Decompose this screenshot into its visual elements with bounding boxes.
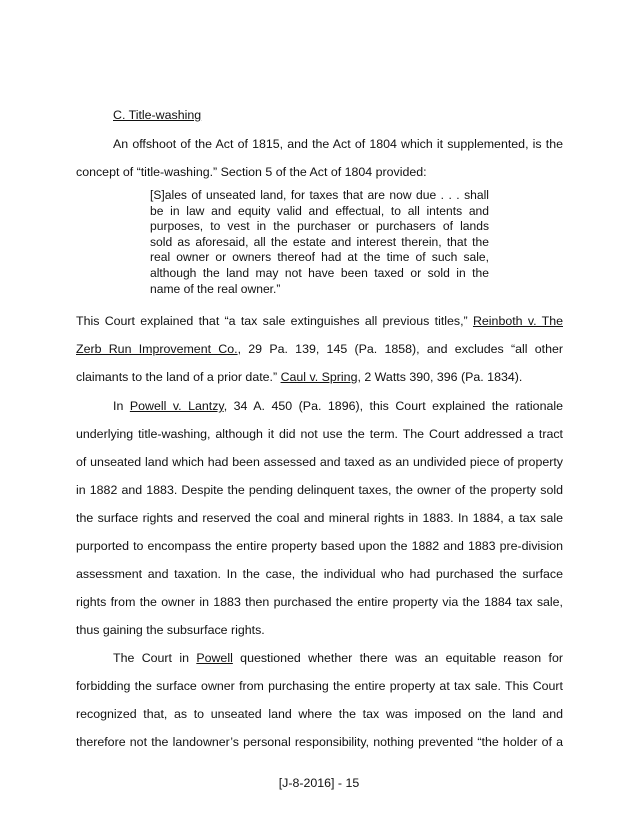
paragraph-3-line: thus gaining the subsurface rights. [76,623,265,637]
paragraph-4-line-1: The Court in Powell questioned whether there was an equitable reason for [113,651,563,665]
paragraph-3-line: of unseated land which had been assessed and taxed as an undivided piece of property [76,455,563,469]
paragraph-2-line-3: claimants to the land of a prior date.” Caul v. Spring, 2 Watts 390, 396 (Pa. 1834). [76,370,523,384]
case-citation: Powell [196,651,233,665]
quote-line: be in law and equity valid and effectual, to all intents and [150,203,489,218]
case-citation: Caul v. Spring [280,370,358,384]
paragraph-3-line-1: In Powell v. Lantzy, 34 A. 450 (Pa. 1896), this Court explained the rationale [113,399,563,413]
block-quote [150,188,489,297]
paragraph-1-line-1: An offshoot of the Act of 1815, and the Act of 1804 which it supplemented, is the [113,137,563,151]
paragraph-3-line: rights from the owner in 1883 then purchased the entire property via the 1884 tax sale, [76,595,563,609]
section-heading: C. Title-washing [113,108,202,122]
paragraph-4-line: forbidding the surface owner from purchasing the entire property at tax sale. This Court [76,679,563,693]
quote-line: sold as aforesaid, all the estate and interest therein, that the [150,234,489,249]
paragraph-3-line: assessment and taxation. In the case, the individual who had purchased the surface [76,567,563,581]
paragraph-3-line: underlying title-washing, although it did not use the term. The Court addressed a tract [76,427,563,441]
paragraph-4-line: recognized that, as to unseated land where the tax was imposed on the land and [76,707,563,721]
case-citation: Reinboth v. The [472,314,563,328]
paragraph-4-line: therefore not the landowner’s personal responsibility, nothing prevented “the holder of a [76,735,563,749]
quote-line: purposes, to vest in the purchaser or purchasers of lands [150,219,489,234]
paragraph-1-line-2: concept of “title-washing.” Section 5 of the Act of 1804 provided: [76,165,427,179]
paragraph-3-line: the surface rights and reserved the coal and mineral rights in 1883. In 1884, a tax sale [76,511,563,525]
page-footer: [J-8-2016] - 15 [278,776,360,790]
quote-line: real owner or owners thereof had at the time of such sale, [150,250,489,265]
paragraph-3-line: in 1882 and 1883. Despite the pending delinquent taxes, the owner of the property sold [76,483,563,497]
paragraph-2-line-2: Zerb Run Improvement Co., 29 Pa. 139, 145 (Pa. 1858), and excludes “all other [76,342,563,356]
paragraph-3-line: purported to encompass the entire property based upon the 1882 and 1883 pre-division [76,539,563,553]
case-citation: Powell v. Lantzy [129,399,224,413]
quote-line: although the land may not have been taxed or sold in the [150,265,489,280]
case-citation: Zerb Run Improvement Co. [76,342,238,356]
quote-line: name of the real owner.” [150,281,281,296]
quote-line: [S]ales of unseated land, for taxes that are now due . . . shall [150,188,489,202]
paragraph-2-line-1: This Court explained that “a tax sale extinguishes all previous titles,” Reinboth v. The [76,314,563,328]
